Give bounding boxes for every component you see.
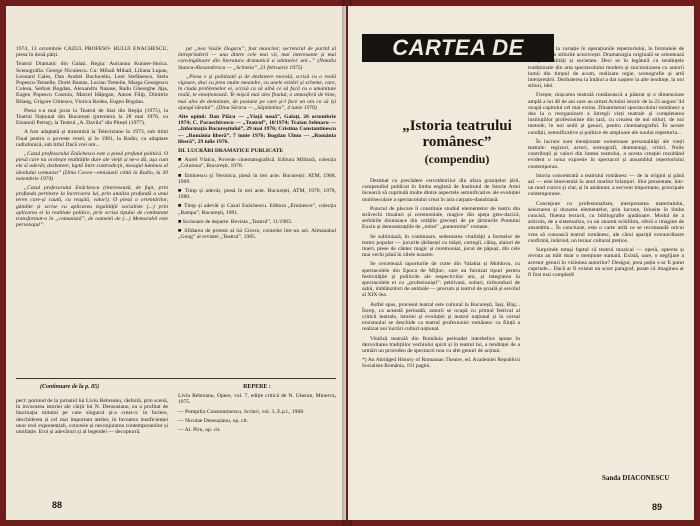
- paragraph: Teatrul Dramatic din Galați. Regia: Aurianna Kunner-Stoica. Scenografia: George Niculescu. Cu: Mihail Mihail, Liliana Lupan, Leonard Cales, Dan Andrei Bucluceliu, Leni Stefănescu, Stela Popescu-Tenselle, Dorel Bantas, Lucian Temelie, Marga Georgescu Colesa, Serban Bogdan, Alexandru Nasase, Radu Gheorghe Jipa, Eugen Popescu Cosmin, Marcel Hățegan, Anton Filip, Dimitrie Bilang, Grigore Chitescu, Viorica Rodea, Eugen Bogdan.: [16, 61, 168, 105]
- paragraph: Alte opinii: Dan Plăcu — „Viață nouă”, Galați, 26 octombrie 1974; C. Paraschivescu — „Teatrul”, 10/1974; Traian Selmaru — „Informația Bucureștiului”, 29 mai 1976; Cristina Constantinescu — „România liberă”, 7 iunie 1976; Bogdan Ulmu — „România liberă”, 29 iulie 1976.: [178, 114, 336, 145]
- left-column-2: [178, 46, 336, 346]
- paragraph: — Nicolae Densușianu, op. cit.: [178, 417, 249, 424]
- article-title: „Istoria teatrului românesc”: [402, 118, 512, 150]
- paragraph: Piesa s-a mai jucat la Teatrul de Stat din Reșița (1975), la Teatrul Național din București (premiera la 28 mai 1976, cu Emanoil Petruț), la Teatrul „A. Davila” din Pitești (1977).: [16, 107, 168, 127]
- paragraph: *) An Abridged History of Romanian Theatre, ed. Academiei Republicii Socialiste România, 191 pagini.: [362, 357, 520, 370]
- paragraph: ■ Timp și adevăr și Cazul Enăchescu. Editura „Eminescu”, colecția „Rampa”, București, 1981.: [178, 203, 336, 216]
- left-page: [6, 6, 346, 520]
- paragraph: „Cazul profesorului Enăchescu (interesează, de fapt, prin profunda pertinere la încercarea lui, prin analiza profundă a unui teren care-și caută, cu reușită, valori). O piesă a orientărilor, gândite și scrise cu aplicarea legalității socialiste (...) prin aplicarea ei la realitate politice, prin scrisa tipului de combatant transformat-o în „comunistă”, de oamenii de (...) Memorabil este personajul”.: [16, 185, 168, 229]
- paragraph: Vitaliză teatrală din România perioadei interbelice spune în dezvoltarea tradițiilor vechiului spirit și în teatrul lui, a tendinței de a urmări un procedeu de spectacol nou cu alte genuri de acțiuni.: [362, 335, 520, 355]
- paragraph: ce duce la variație în operațiunile repertoriului, în formulele de spectacol, în stilurile actoricești. Dramaturgia originală se orientează în spre realități și societate. Deci se în legătură cu tendințele tradiționale din arta spectacolului modern și sincronizarea cu autorii lumii din timpul de acum, realizare regie, scenografie și artă interpretării. Dezbaterea la întâiul a dat naștere la alte tendințe, la noi stiluri, idei.: [528, 46, 684, 90]
- continuation-note: (Continuare de la p. 85): [40, 384, 100, 390]
- article-subtitle: (compendiu): [424, 152, 490, 166]
- section-divider: [16, 378, 336, 379]
- paragraph: ■ Eminescu și Veronica, piesă în trei acte. București: ATM, 1968, 1969.: [178, 172, 336, 185]
- paragraph: În lucrare sunt menționate numeroase personalități ale vieții teatrale: regizori, actori, scenografi, dramaturgi, critici. Noile contribuții și valori din lumea teatrului, a acesta creației rezultând evident o noua expresie în spectacol și ansamblul repertoriului contemporan.: [528, 138, 684, 170]
- paragraph: jut „nea Vasile Dogaru”, fost muncitor, secretarul de partid al întreprinderii — una dintre cele mai vii, mai interesante și mai convingătoare din literatura dramatică a ultimelor ani...” (Natalia Stancu-Alexandrescu — „Scînteia”, 21 februarie 1975): [178, 46, 336, 71]
- right-column-1: [362, 178, 520, 508]
- paragraph: pect: pornind de la jurnalul lui Liviu Rebreanu, răsfoită, prin scenă, în invocarea istoriei ale cărții lui N. Densusianu, ea a profitat de fascinația mitului pe care singurul și-a creat-o: în furiere, deschiderea și cel mai important atelier, în favoarea insuficienței unor eroi exponențiali, concesie și neconjurarea contemporanilor și umiliație. Eroi și adevăruri și al legendei — decopturră.: [16, 398, 168, 436]
- paragraph: Se cercetează raporturile de curte din Valahia și Moldova, cu spectacolele din Epoca de Mijloc, care au furnizat tipuri pentru festivitățile și politicile ale respectivilor ani, și integrarea în spectacolele ei cu „profesioniști”: pehlivani, soltari, tiribombari de sabii, imblânzitori de animale — precum și teatrul de școală și secolul al XIX-lea.: [362, 261, 520, 299]
- paragraph: ■ Sfidarea de protest al lui Cicero, comedie într-un act. Almanahul „Gong” al revistei „Teatrul”, 1985.: [178, 228, 336, 241]
- left-bottom-column-1: [16, 398, 168, 478]
- paragraph: Istoria concentrată a teatrului românesc — de la origini și până azi — este binevenită în anul marilor bilanțuri. Sînt prezentate, într-un mod concis și clar, și în amănunt, a secvent importante, principale contemporane.: [528, 172, 684, 198]
- paragraph: — Pompiliu Constantinescu, Scrieri, vol. 3, E.p.l., 1968.: [178, 408, 305, 415]
- page-number-right: 89: [652, 502, 663, 512]
- paragraph: „Piesa e și politizată și de dezbatere morală, scrisă cu o reală vigoare, deși cu prea multe meandre, cu unele ezitări și scheme, care, în ciuda problemelor ei, scrisă ca să aibă ce să facă cu o umanitate reală, te emoționează. Te mișcă mai ales finalul, o atmosferă de bine, mai ales de demnitate, de pasiune pe care și-l face un om ca să își ajungă idealul”. (Dinu Săraru — „Săptămîna”, 4 iunie 1976): [178, 73, 336, 111]
- section-banner: CARTEA DE TEATRU: [362, 34, 554, 62]
- references-box: [178, 384, 336, 478]
- page-number-left: 88: [52, 500, 63, 510]
- paragraph: Punctul de plecare îl constituie studiul elementelor de teatru din străvechi ritualuri și ceremoniale, magice din speța geto-dacică, serbările dionisiace din cetățile grecești de pe țărmurile Pontului Euxin și demonstrațiile de „mimi” „pantomimi” romane.: [362, 205, 520, 231]
- right-column-2: [528, 46, 684, 486]
- left-column-1: [16, 46, 168, 346]
- paragraph: Destinat cu precădere cercetătorilor din afara granițelor țării, compendiul publicat în limba engleză de Institutul de Istorie Artei încearcă să cuprindă multe dintre aspectele semnificative ale evoluției multiseculare a spectacolului creat în aria carpato-danubiană.: [362, 178, 520, 203]
- paragraph: ■ Timp și adevăr, piesă în trei acte. București, ATM, 1970, 1978, 1980.: [178, 188, 336, 201]
- paragraph: Firește, mișcarea teatrală românească a păstrat și o dimensiune amplă a lui 40 de ani care au urmat Actului istoric de la 23 august '44 ocupă capitolul cel mai extins. Dinamismul spectacolului românesc a dus la o reorganizare a întregii vieți teatrale și completarea instituțiilor profesioniste din țară, cu crearea de noi stiluri, de noi metode, în noi sedii și genuri, pentru cinematograful. În aceste condiții, semnificative și politice de amploare ale noului repertoriu...: [528, 92, 684, 136]
- paragraph: 1974, 13 octombrie CAZUL PROFESO- RULUI ENACHESCU, piesa în două părți.: [16, 46, 168, 59]
- paragraph: Surprinde totuși faptul că teatrul muzical — operă, opereta și revista au trăit doar o mențiune sumară. Există, oare, o neglijare a acestor genuri în viziunea autorilor? Desigur, prea puțin s-ar fi putut cuprinde... Dacă ar fi existat un scurt paragraf, poate că imaginea ar fi fost mai completă!: [528, 247, 684, 278]
- paragraph: „Cazul profesorului Enăchescu este o piesă profund politică. O piesă care nu ocolește realitățile dure ale vieții și ne-o dă, așa cum ele sî adevăr, dezbatere, luptă între contradicții, mesajul luminos al idealului comunist” (Dina Cocea—emisiunii citită la Radio, la 30 noiembrie 1974): [16, 151, 168, 182]
- paragraph: III. LUCRĂRI DRAMATICE PUBLICATE: [178, 148, 284, 155]
- paragraph: Concepute cu profesionalism, interpretarea materialului, selectarea și dozarea elementelor, prin lucrare, folosite în limba concisă, fluenta lecturii, cu bibliografie ajutătoare. Modul de a articula, de a sistematiza, cu un anumit echilibru, oferă o imagine de ansamblu... În concluzie, este o carte utilă ce se recomandă oricui vrea să cunoască teatrul românesc, ale cărui apariții extraordinare confirmă, întărind, un tezaur cultural prețios.: [528, 200, 684, 244]
- paragraph: A fost adaptată și transmisă la Televiziune în 1973, sub titlul Final pentru o poveste vesel, și în 1981, la Radio, cu adaptare radiofonică, sub titlul Dacă vrei om...: [16, 129, 168, 148]
- paragraph: Astfel spus, procesul teatral este cultural la București, Iași, Blaj... Încep, ca această perioadă, autorii se ocupă cu primul festival al criticii teatrale, istoriei și evoluției și teatrul național și în cursul eroismului se deschide ca teatrul profesionist românesc ca ființă a realizat noi lucrări culturi național.: [362, 301, 520, 333]
- paragraph: — Al. Piru, op. cit.: [178, 427, 221, 434]
- paragraph: Liviu Rebreanu, Opere, vol. 7, ediție critică de N. Gheran, Minerva, 1975.: [178, 393, 336, 406]
- paragraph: ■ Aurel Vlaicu, Poveste cinematografică. Editura Militară, colecția „Columna”, București, 1978.: [178, 157, 336, 170]
- author-signature: Sanda DIACONESCU: [602, 474, 670, 482]
- paragraph: Se subliniază, în continuare, sedentarea vitalității a formelor de teatru popular — jocurile țărănești cu măști, cortegii, căluș, alaiuri de tineri, piese de cântec magic și ceremonial, jocul de păpuși, din cele mai vechi până în zilele noastre.: [362, 233, 520, 259]
- right-page: [348, 6, 694, 520]
- references-title: REPERE :: [243, 384, 271, 390]
- paragraph: ■ Scrisoare de departe. Revista „Teatrul”, 11/1983.: [178, 218, 293, 225]
- references-list: [178, 393, 336, 433]
